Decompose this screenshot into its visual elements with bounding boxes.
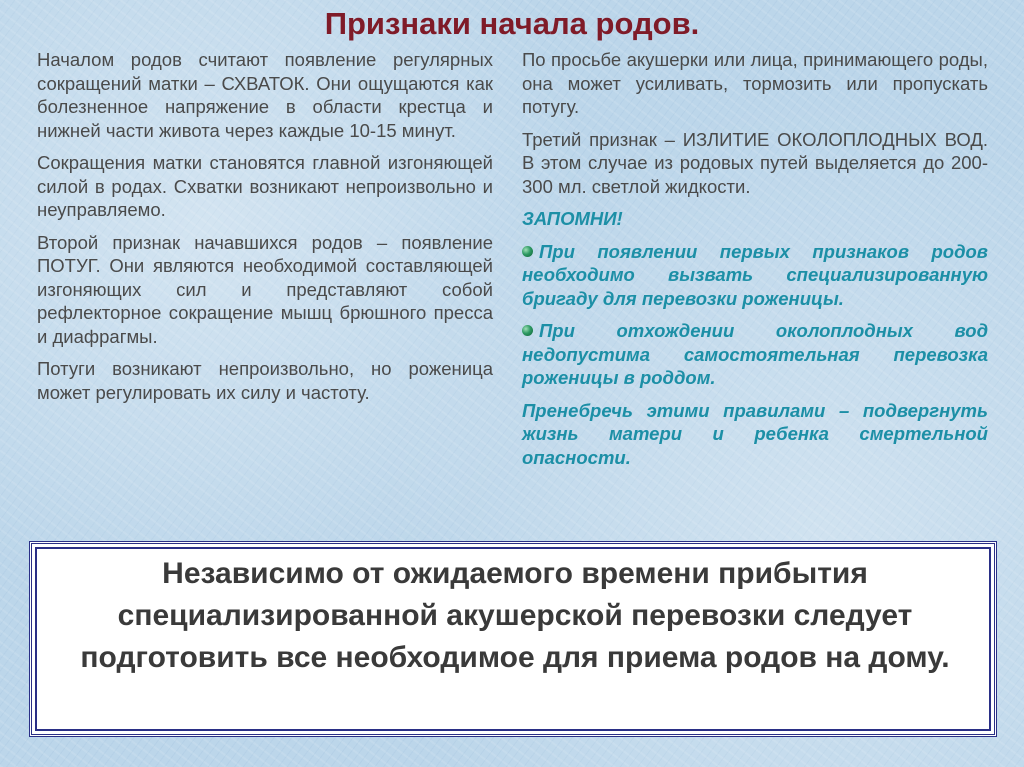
paragraph-second-sign: Второй признак начавшихся родов – появление ПОТУГ. Они являются необходимой составляющей изгоняющих сил и представляют собой рефлекторное сокращение мышц брюшного пресса и диафрагмы. <box>37 231 493 347</box>
paragraph-contractions: Началом родов считают появление регулярных сокращений матки – СХВАТОК. Они ощущаются как болезненное напряжение в области крестца и нижней части живота через каждые 10-15 минут. <box>37 49 493 141</box>
remember-bullet-1-text: При появлении первых признаков родов необходимо вызвать специализированную бригаду для перевозки роженицы. <box>522 240 988 309</box>
paragraph-midwife-request: По просьбе акушерки или лица, принимающего роды, она может усиливать, тормозить или пропускать потугу. <box>522 49 988 117</box>
paragraph-pushing-control: Потуги возникают непроизвольно, но роженица может регулировать их силу и частоту. <box>37 358 493 403</box>
remember-bullet-1 <box>522 240 988 311</box>
remember-heading: ЗАПОМНИ! <box>522 208 623 229</box>
remember-bullet-2-text: При отхождении околоплодных вод недопустима самостоятельная перевозка роженицы в роддом. <box>522 320 988 388</box>
slide-title: Признаки начала родов. <box>324 6 700 41</box>
left-column <box>37 48 493 413</box>
highlight-box-text: Независимо от ожидаемого времени прибытия специализированной акушерской перевозки следует подготовить все необходимое для приема родов на дому. <box>80 557 950 674</box>
green-sphere-bullet-icon <box>522 246 533 257</box>
paragraph-uterine-force: Сокращения матки становятся главной изгоняющей силой в родах. Схватки возникают непроизвольно и неуправляемо. <box>37 152 493 220</box>
warning-text: Пренебречь этими правилами – подвергнуть жизнь матери и ребенка смертельной опасности. <box>522 399 988 468</box>
green-sphere-bullet-icon <box>522 325 533 336</box>
right-column <box>522 48 988 478</box>
paragraph-third-sign: Третий признак – ИЗЛИТИЕ ОКОЛОПЛОДНЫХ ВОД. В этом случае из родовых путей выделяется до 200-300 мл. светлой жидкости. <box>522 128 988 197</box>
remember-bullet-2 <box>522 319 988 390</box>
